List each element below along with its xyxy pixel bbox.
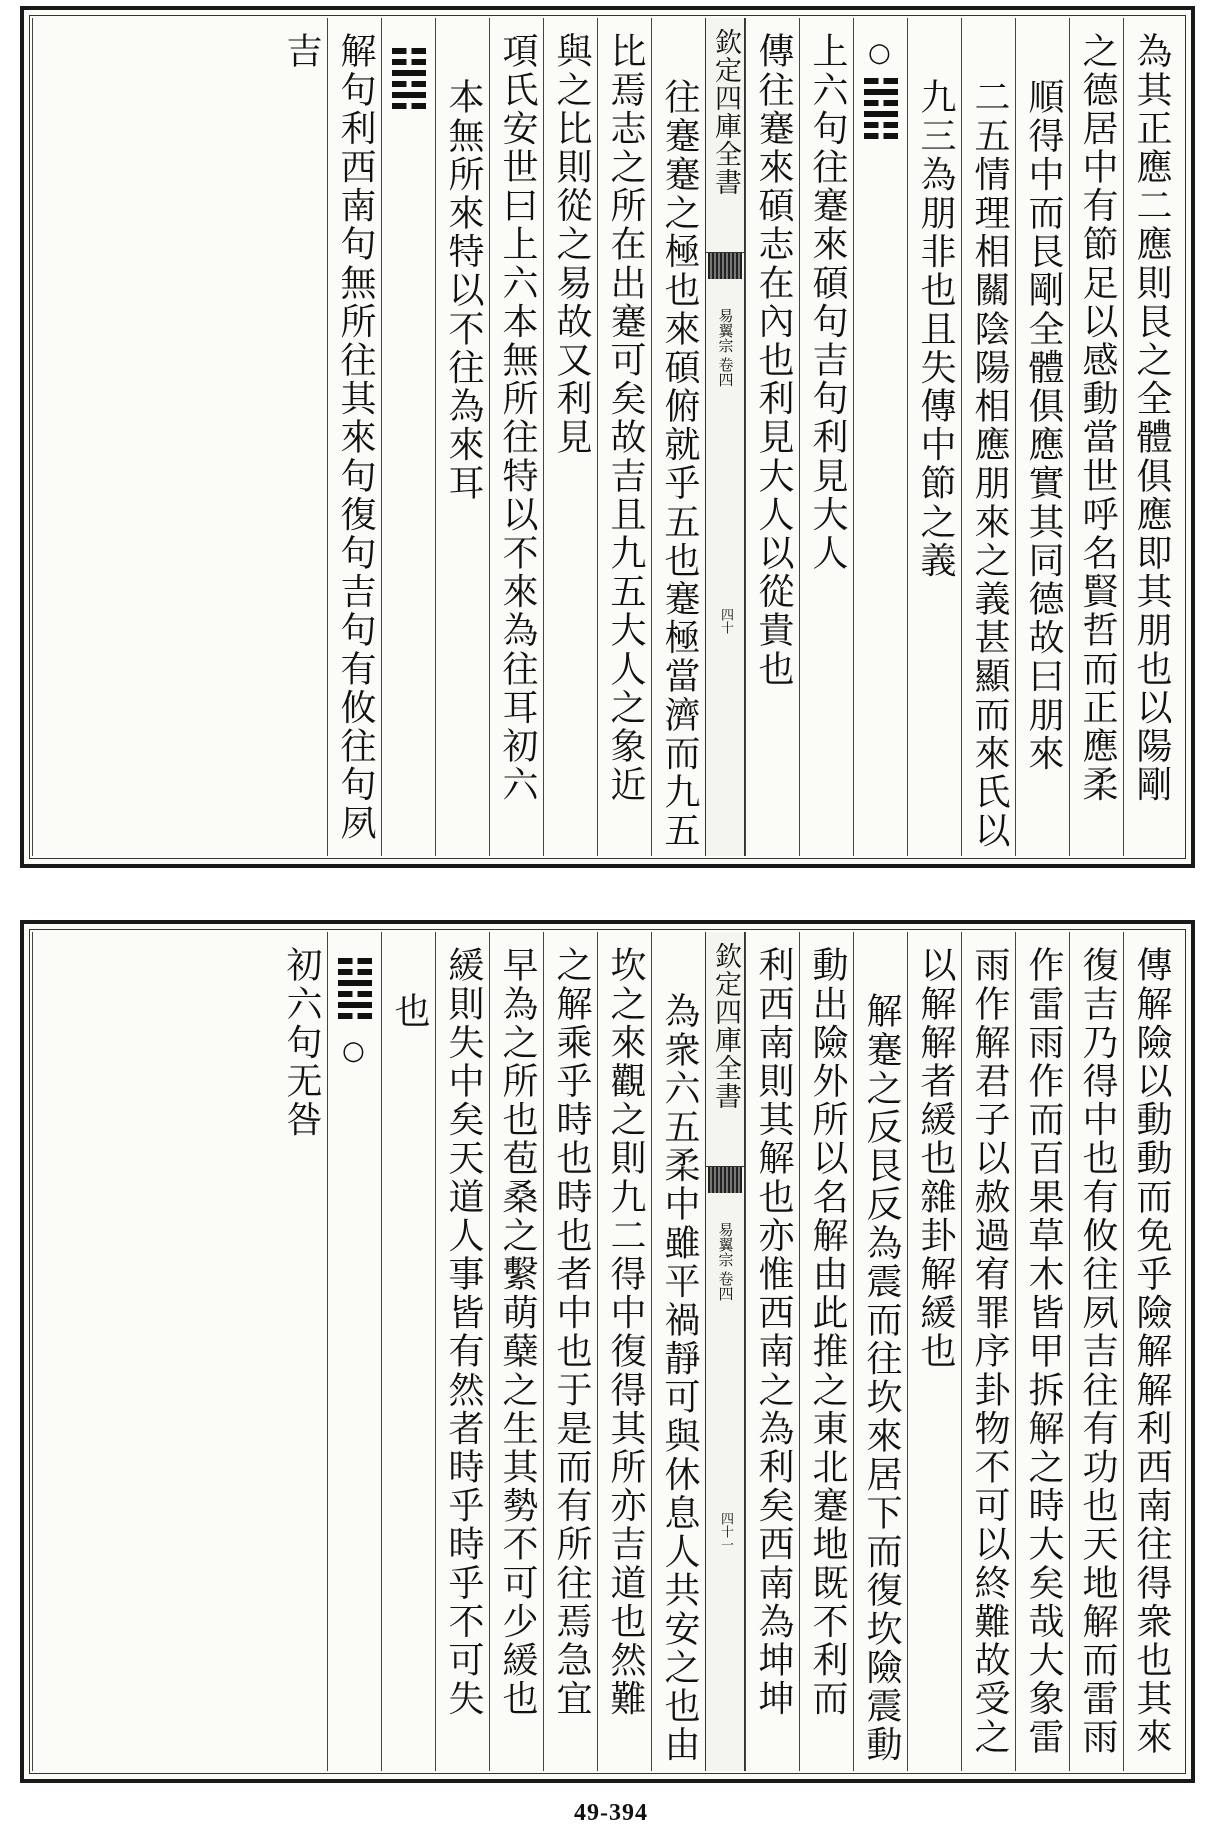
top-col-l2 bbox=[597, 18, 651, 856]
top-col-r8 bbox=[745, 18, 799, 856]
top-col-l1 bbox=[651, 18, 705, 856]
text-column: 解句利西南句無所往其來句復句吉句有攸往句夙 bbox=[335, 32, 376, 843]
top-col-r7 bbox=[799, 18, 853, 856]
top-page bbox=[20, 6, 1195, 868]
text-column: 坎之來觀之則九二得中復得其所亦吉道也然難 bbox=[605, 946, 646, 1718]
text-column: 以解解者緩也雜卦解緩也 bbox=[915, 946, 956, 1371]
text-column: 雨作解君子以赦過宥罪序卦物不可以終難故受之 bbox=[969, 946, 1010, 1757]
text-column: 為其正應二應則艮之全體俱應即其朋也以陽剛 bbox=[1131, 32, 1172, 804]
bottom-col-l8 bbox=[32, 932, 327, 1771]
top-col-l8 bbox=[32, 18, 327, 856]
top-col-l3 bbox=[543, 18, 597, 856]
text-column: 利西南則其解也亦惟西南之為利矣西南為坤坤 bbox=[753, 946, 794, 1718]
text-column: 作雷雨作而百果草木皆甲拆解之時大矣哉大象雷 bbox=[1023, 946, 1064, 1757]
bottom-col-r4 bbox=[961, 932, 1015, 1771]
hexagram-icon bbox=[338, 958, 372, 1024]
volume-number: 卷四 bbox=[716, 1271, 735, 1301]
text-column: 比焉志之所在出蹇可矣故吉且九五大人之象近 bbox=[605, 32, 646, 804]
text-column: 與之比則從之易故又利見 bbox=[551, 32, 592, 457]
volume-number: 卷四 bbox=[716, 357, 735, 387]
bottom-page bbox=[20, 920, 1195, 1783]
bottom-col-l4 bbox=[489, 932, 543, 1771]
text-column: 早為之所也苞桑之繫萌蘖之生其勢不可少緩也 bbox=[497, 946, 538, 1718]
text-column: 本無所來特以不往為來耳 bbox=[443, 78, 484, 503]
hexagram-circle-marker: ○ bbox=[868, 38, 891, 68]
text-column: 二五情理相關陰陽相應朋來之義甚顯而來氏以 bbox=[969, 78, 1010, 850]
top-col-r5 bbox=[907, 18, 961, 856]
top-col-r3 bbox=[1015, 18, 1069, 856]
bottom-col-r8 bbox=[745, 932, 799, 1771]
text-column: 吉 bbox=[281, 32, 322, 71]
bottom-col-r5 bbox=[907, 932, 961, 1771]
hexagram-circle-marker: ○ bbox=[342, 1036, 365, 1066]
bottom-col-l7 bbox=[327, 932, 381, 1771]
fish-tail-ornament bbox=[708, 253, 742, 279]
center-strip bbox=[705, 18, 745, 856]
folio-number: 四十 bbox=[718, 608, 733, 634]
bottom-col-l5 bbox=[435, 932, 489, 1771]
text-column: 傳解險以動動而免乎險解解利西南往得衆也其來 bbox=[1131, 946, 1172, 1757]
source-title: 易翼宗 bbox=[716, 308, 735, 353]
text-column: 之解乘乎時也時也者中也于是而有所往焉急宜 bbox=[551, 946, 592, 1718]
bottom-col-l3 bbox=[543, 932, 597, 1771]
bottom-col-r2 bbox=[1069, 932, 1123, 1771]
bottom-col-r3 bbox=[1015, 932, 1069, 1771]
text-column: 往蹇蹇之極也來碩俯就乎五也蹇極當濟而九五 bbox=[659, 78, 700, 850]
top-col-l6 bbox=[381, 18, 435, 856]
bottom-col-r1 bbox=[1123, 932, 1183, 1771]
hexagram-icon bbox=[392, 48, 426, 114]
top-col-r1 bbox=[1123, 18, 1183, 856]
volume-label bbox=[706, 1222, 744, 1301]
hexagram-icon bbox=[864, 78, 898, 144]
top-col-r2 bbox=[1069, 18, 1123, 856]
fish-tail-ornament bbox=[708, 1167, 742, 1193]
top-page-columns bbox=[32, 18, 1183, 856]
book-title: 欽定四庫全書 bbox=[706, 18, 744, 253]
text-column: 傳往蹇來碩志在內也利見大人以從貴也 bbox=[753, 32, 794, 689]
folio-number: 四十一 bbox=[718, 1512, 733, 1551]
top-col-l7 bbox=[327, 18, 381, 856]
center-strip bbox=[705, 932, 745, 1771]
top-col-r6 bbox=[853, 18, 907, 856]
text-column: 上六句往蹇來碩句吉句利見大人 bbox=[807, 32, 848, 573]
volume-label bbox=[706, 308, 744, 387]
text-column: 九三為朋非也且失傳中節之義 bbox=[915, 78, 956, 580]
text-column: 也 bbox=[389, 992, 430, 1031]
text-column: 為衆六五柔中雖平禍靜可與休息人共安之也由 bbox=[659, 992, 700, 1764]
bottom-col-l1 bbox=[651, 932, 705, 1771]
text-column: 動出險外所以名解由此推之東北蹇地既不利而 bbox=[807, 946, 848, 1718]
text-column: 解蹇之反艮反為震而往坎來居下而復坎險震動 bbox=[861, 992, 902, 1764]
text-column: 初六句无咎 bbox=[281, 946, 322, 1139]
bottom-col-l2 bbox=[597, 932, 651, 1771]
text-column: 項氏安世曰上六本無所往特以不來為往耳初六 bbox=[497, 32, 538, 804]
bottom-col-r6 bbox=[853, 932, 907, 1771]
page-number: 49-394 bbox=[574, 1800, 648, 1826]
top-col-l4 bbox=[489, 18, 543, 856]
bottom-col-l6 bbox=[381, 932, 435, 1771]
text-column: 緩則失中矣天道人事皆有然者時乎時乎不可失 bbox=[443, 946, 484, 1718]
book-title: 欽定四庫全書 bbox=[706, 932, 744, 1167]
text-column: 順得中而艮剛全體俱應實其同德故曰朋來 bbox=[1023, 78, 1064, 773]
text-column: 之德居中有節足以感動當世呼名賢哲而正應柔 bbox=[1077, 32, 1118, 804]
text-column: 復吉乃得中也有攸往夙吉往有功也天地解而雷雨 bbox=[1077, 946, 1118, 1757]
bottom-page-columns bbox=[32, 932, 1183, 1771]
top-col-r4 bbox=[961, 18, 1015, 856]
bottom-col-r7 bbox=[799, 932, 853, 1771]
source-title: 易翼宗 bbox=[716, 1222, 735, 1267]
top-col-l5 bbox=[435, 18, 489, 856]
